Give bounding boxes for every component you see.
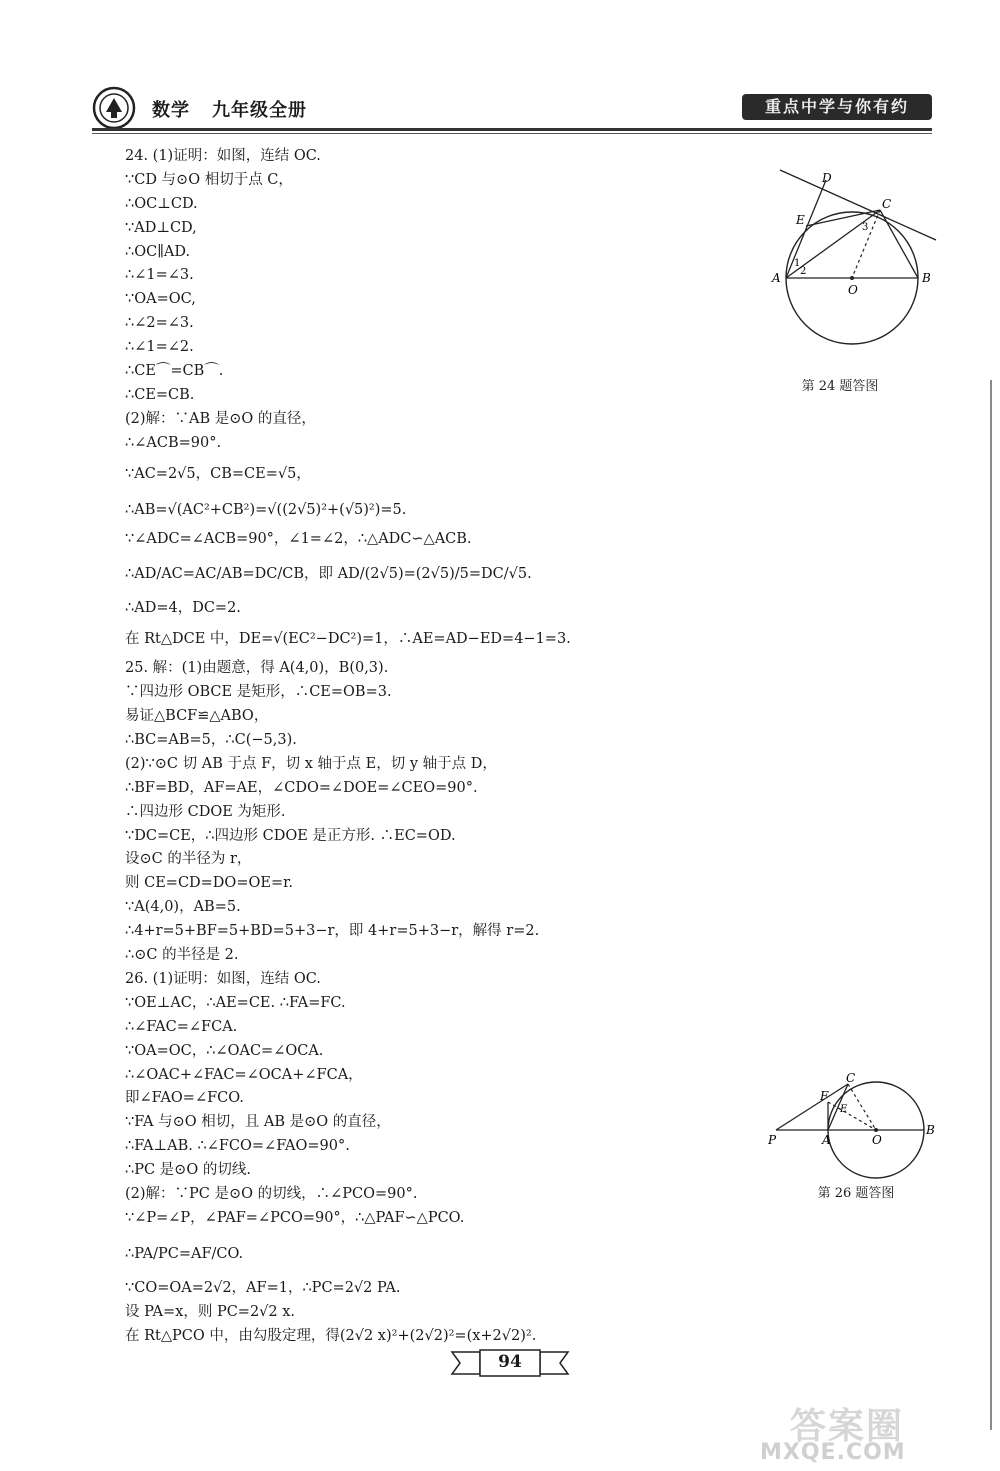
label-o: O [848,283,858,297]
label-e: E [796,213,805,227]
label-b: B [926,1123,935,1137]
label-c: C [846,1072,856,1085]
header-subject: 数学 [152,100,190,121]
label-angle-2: 2 [800,266,807,277]
header-rule [92,128,932,131]
text-line: ∴⊙C 的半径是 2. [125,947,239,964]
text-line: (2)解：∵AB 是⊙O 的直径， [125,410,316,427]
text-line: 即∠FAO=∠FCO. [125,1090,244,1107]
label-angle-3: 3 [862,222,869,233]
label-f: F [820,1089,829,1103]
text-line: ∵OA=OC，∴∠OAC=∠OCA. [125,1042,324,1059]
header-rule-thin [92,133,932,134]
school-emblem-icon [92,86,136,130]
text-line: ∴PC 是⊙O 的切线. [125,1162,251,1179]
label-o: O [872,1133,882,1147]
figure-24-diagram [740,168,940,373]
text-line: ∴OC⊥CD. [125,195,198,212]
header-grade: 九年级全册 [212,100,307,121]
label-a: A [772,271,781,285]
text-line: ∵四边形 OBCE 是矩形，∴CE=OB=3. [125,684,392,701]
text-line: 则 CE=CD=DO=OE=r. [125,875,294,892]
text-line: ∴AD=4，DC=2. [125,600,241,617]
text-line: ∴四边形 CDOE 为矩形. [125,803,286,820]
text-line: ∵FA 与⊙O 相切，且 AB 是⊙O 的直径， [125,1114,391,1131]
text-line: ∵∠P=∠P，∠PAF=∠PCO=90°，∴△PAF∽△PCO. [125,1209,465,1226]
figure-24 [740,168,940,394]
text-line: ∴CE⌒=CB⌒. [125,363,224,380]
text-line: ∴∠1=∠2. [125,339,194,356]
text-line: ∴AD/AC=AC/AB=DC/CB，即 AD/(2√5)=(2√5)/5=DC/√5. [125,566,532,583]
text-line: 24. (1)证明：如图，连结 OC. [125,148,321,164]
text-line: ∴BF=BD，AF=AE，∠CDO=∠DOE=∠CEO=90°. [125,779,478,796]
watermark-logo: 答案圈 [790,1406,905,1447]
text-line: ∴FA⊥AB. ∴∠FCO=∠FAO=90°. [125,1138,350,1155]
text-line: ∴4+r=5+BF=5+BD=5+3−r，即 4+r=5+3−r，解得 r=2. [125,923,540,940]
text-line: 在 Rt△PCO 中，由勾股定理，得(2√2 x)²+(2√2)²=(x+2√2)². [125,1327,537,1344]
text-line: 25. 解：(1)由题意，得 A(4,0)，B(0,3). [125,660,389,677]
text-line: 26. (1)证明：如图，连结 OC. [125,970,321,987]
text-line: ∴BC=AB=5，∴C(−5,3). [125,732,297,749]
text-line: ∵OA=OC, [125,291,196,308]
text-line: ∴CE=CB. [125,386,195,403]
text-line: ∴∠2=∠3. [125,315,194,332]
figure-26-diagram [766,1072,946,1180]
text-line: (2)∵⊙C 切 AB 于点 F，切 x 轴于点 E，切 y 轴于点 D， [125,755,497,772]
text-line: ∵A(4,0)，AB=5. [125,899,241,916]
text-line: ∴PA/PC=AF/CO. [125,1245,244,1262]
figure-26-caption: 第 26 题答图 [817,1186,895,1201]
text-line: ∴OC∥AD. [125,243,191,260]
text-line: ∴AB=√(AC²+CB²)=√((2√5)²+(√5)²)=5. [125,501,407,518]
page-edge-shadow [990,380,992,1430]
figure-24-caption: 第 24 题答图 [801,379,879,394]
text-line: ∴∠OAC+∠FAC=∠OCA+∠FCA， [125,1066,363,1083]
text-line: ∵CO=OA=2√2，AF=1，∴PC=2√2 PA. [125,1279,401,1296]
text-line: ∵AC=2√5，CB=CE=√5， [125,465,311,482]
label-d: D [822,171,832,185]
text-line: ∵CD 与⊙O 相切于点 C， [125,171,293,188]
text-line: ∴∠ACB=90°. [125,434,222,451]
text-line: ∵DC=CE，∴四边形 CDOE 是正方形. ∴EC=OD. [125,827,456,844]
text-line: ∴∠FAC=∠FCA. [125,1018,238,1035]
text-line: ∴∠1=∠3. [125,267,194,284]
text-line: ∵AD⊥CD, [125,219,197,236]
label-p: P [768,1133,777,1147]
text-line: 在 Rt△DCE 中，DE=√(EC²−DC²)=1，∴AE=AD−ED=4−1=3. [125,631,571,648]
label-b: B [922,271,931,285]
label-angle-1: 1 [794,258,801,269]
text-line: 设 PA=x，则 PC=2√2 x. [125,1303,296,1320]
figure-26 [766,1072,946,1201]
text-line: ∵OE⊥AC，∴AE=CE. ∴FA=FC. [125,994,346,1011]
watermark-url: MXQE.COM [760,1440,906,1465]
text-line: 易证△BCF≌△ABO， [125,708,269,725]
text-line: (2)解：∵PC 是⊙O 的切线，∴∠PCO=90°. [125,1185,418,1202]
label-c: C [882,197,892,211]
page-footer [450,1348,570,1378]
label-a: A [822,1133,831,1147]
solution-text [125,145,735,1348]
page-header [92,86,932,134]
label-e: E [840,1104,848,1115]
text-line: 设⊙C 的半径为 r， [125,851,252,868]
header-series-badge: 重点中学与你有约 [742,94,932,120]
text-line: ∵∠ADC=∠ACB=90°，∠1=∠2，∴△ADC∽△ACB. [125,530,472,547]
page-number: 94 [498,1352,522,1372]
